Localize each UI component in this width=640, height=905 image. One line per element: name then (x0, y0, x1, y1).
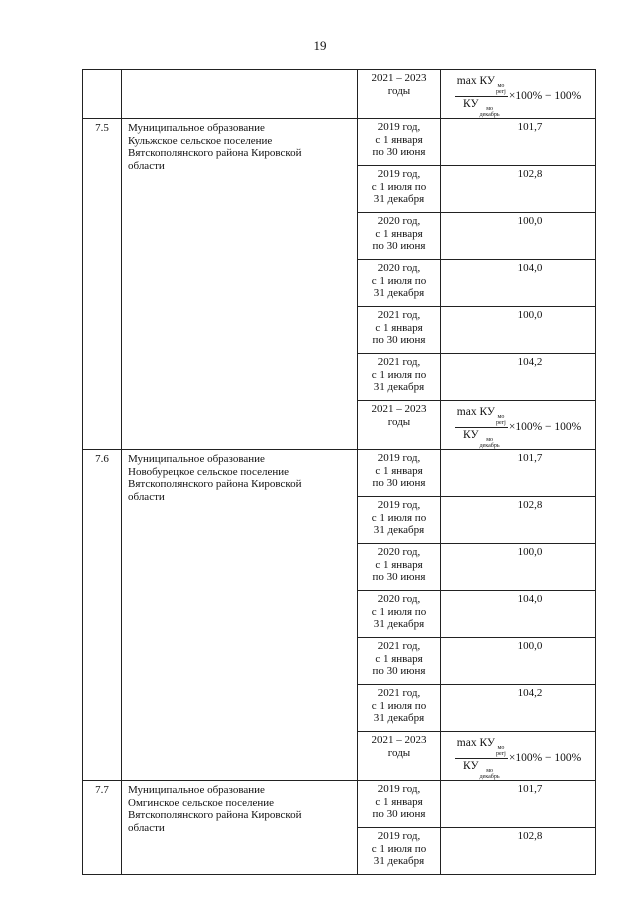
period-cell (358, 828, 441, 875)
index-value: 102,8 (517, 830, 543, 842)
period-line: с 1 июля по (371, 842, 427, 855)
period-line: 2019 год, (377, 830, 421, 842)
period-line: по 30 июня (372, 571, 426, 583)
index-value: 104,0 (517, 593, 543, 605)
formula-num-indices (496, 745, 506, 757)
period-line: 2020 год, (377, 593, 421, 605)
period-cell (358, 497, 441, 544)
period-line: 2019 год, (377, 452, 421, 464)
period-line: 2021 год, (377, 356, 421, 368)
formula-suffix: ×100% − 100% (508, 421, 582, 434)
value-cell (441, 166, 596, 213)
value-cell (441, 685, 596, 732)
formula-num-sub: регj (496, 420, 506, 426)
period-cell (358, 638, 441, 685)
period-line: по 30 июня (372, 146, 426, 158)
formula-fraction (455, 737, 508, 780)
period-cell (358, 685, 441, 732)
period-cell (358, 450, 441, 497)
period-line: по 30 июня (372, 240, 426, 252)
period-line: с 1 июля по (371, 274, 427, 287)
value-cell (441, 213, 596, 260)
municipality-name-line: Вятскополянского района Кировской (128, 809, 302, 821)
formula-num-indices (496, 414, 506, 426)
value-cell-formula (441, 401, 596, 450)
formula-denominator (461, 759, 502, 780)
municipality-name (122, 119, 358, 450)
page-number: 19 (313, 38, 327, 53)
period-line: годы (387, 84, 411, 97)
formula-numerator (455, 406, 508, 428)
municipality-name-line: Омгинское сельское поселение (128, 796, 275, 809)
period-line: 2019 год, (377, 121, 421, 133)
period-line: 2019 год, (377, 499, 421, 511)
index-value: 101,7 (517, 783, 543, 795)
period-cell (358, 119, 441, 166)
section-number-text: 7.7 (95, 784, 109, 796)
table-row (83, 119, 596, 166)
section-number (83, 781, 122, 875)
formula-den-sub: декабрь (479, 112, 500, 118)
index-value: 100,0 (517, 640, 543, 652)
period-line: 2021 – 2023 (371, 72, 427, 84)
formula-den-sup: мо (486, 768, 493, 774)
value-cell (441, 781, 596, 828)
index-value: 104,2 (517, 687, 543, 699)
formula-den-indices (480, 437, 500, 449)
formula-suffix: ×100% − 100% (508, 752, 582, 765)
period-line: 2021 – 2023 (371, 403, 427, 415)
number-cell (83, 70, 122, 119)
value-cell (441, 307, 596, 354)
value-cell (441, 497, 596, 544)
period-line: с 1 января (375, 652, 423, 665)
formula-denominator (461, 97, 502, 118)
period-line: 31 декабря (373, 618, 425, 630)
formula-num-sup: мо (497, 83, 505, 89)
value-cell (441, 354, 596, 401)
name-cell (122, 70, 358, 119)
formula-den-prefix: КУ (463, 98, 479, 110)
value-cell-formula (441, 70, 596, 119)
section-number-text: 7.6 (95, 453, 109, 465)
municipality-name-line: Муниципальное образование (128, 784, 265, 796)
formula-fraction (455, 75, 508, 118)
formula-num-sup: мо (497, 745, 505, 751)
period-line: с 1 января (375, 464, 423, 477)
formula-num-prefix: max КУ (456, 75, 496, 87)
period-line: с 1 января (375, 227, 423, 240)
period-line: 2020 год, (377, 215, 421, 227)
formula-num-prefix: max КУ (456, 406, 496, 418)
index-value: 102,8 (517, 499, 543, 511)
index-value: 104,2 (517, 356, 543, 368)
formula-num-sub: регj (496, 751, 506, 757)
municipality-name-line: Муниципальное образование (128, 453, 265, 465)
period-line: с 1 января (375, 795, 423, 808)
formula-num-sup: мо (497, 414, 505, 420)
period-line: 31 декабря (373, 855, 425, 867)
index-value: 100,0 (517, 546, 543, 558)
period-line: с 1 июля по (371, 699, 427, 712)
table-row (83, 70, 596, 119)
period-line: 2021 – 2023 (371, 734, 427, 746)
section-number-text: 7.5 (95, 122, 109, 134)
formula-num-prefix: max КУ (456, 737, 496, 749)
index-formula (441, 734, 595, 780)
municipality-name-line: Муниципальное образование (128, 122, 265, 134)
period-line: 2020 год, (377, 262, 421, 274)
period-line: с 1 января (375, 558, 423, 571)
period-line: с 1 января (375, 133, 423, 146)
municipality-name-line: Вятскополянского района Кировской (128, 147, 302, 159)
period-cell (358, 591, 441, 638)
formula-den-sub: декабрь (479, 774, 500, 780)
period-line: 2021 год, (377, 309, 421, 321)
formula-den-sup: мо (486, 437, 493, 443)
period-line: 31 декабря (373, 287, 425, 299)
period-cell (358, 732, 441, 781)
period-cell (358, 307, 441, 354)
period-line: годы (387, 415, 411, 428)
period-cell (358, 260, 441, 307)
value-cell (441, 260, 596, 307)
municipality-name (122, 450, 358, 781)
index-formula (441, 72, 595, 118)
index-value: 102,8 (517, 168, 543, 180)
period-cell (358, 213, 441, 260)
formula-num-indices (496, 83, 506, 95)
period-line: с 1 июля по (371, 605, 427, 618)
formula-denominator (461, 428, 502, 449)
index-value: 104,0 (517, 262, 543, 274)
municipality-name-line: Кульжское сельское поселение (128, 134, 273, 147)
municipality-name (122, 781, 358, 875)
period-line: 2021 год, (377, 687, 421, 699)
period-cell (358, 544, 441, 591)
period-cell (358, 354, 441, 401)
formula-den-indices (480, 768, 500, 780)
value-cell (441, 591, 596, 638)
period-line: 2019 год, (377, 168, 421, 180)
period-line: с 1 июля по (371, 180, 427, 193)
period-cell (358, 166, 441, 213)
value-cell (441, 544, 596, 591)
index-formula (441, 403, 595, 449)
period-cell (358, 781, 441, 828)
index-value: 100,0 (517, 309, 543, 321)
municipality-name-line: области (128, 490, 165, 503)
table-row (83, 781, 596, 828)
period-line: 31 декабря (373, 712, 425, 724)
tariff-table (82, 69, 596, 875)
index-value: 100,0 (517, 215, 543, 227)
formula-den-indices (480, 106, 500, 118)
value-cell (441, 450, 596, 497)
period-line: по 30 июня (372, 477, 426, 489)
period-line: 2020 год, (377, 546, 421, 558)
formula-numerator (455, 737, 508, 759)
period-cell (358, 401, 441, 450)
period-line: с 1 июля по (371, 368, 427, 381)
formula-fraction (455, 406, 508, 449)
formula-suffix: ×100% − 100% (508, 90, 582, 103)
section-number (83, 450, 122, 781)
period-line: с 1 июля по (371, 511, 427, 524)
period-cell (358, 70, 441, 119)
period-line: 31 декабря (373, 524, 425, 536)
formula-num-sub: регj (496, 89, 506, 95)
period-line: годы (387, 746, 411, 759)
index-value: 101,7 (517, 121, 543, 133)
formula-numerator (455, 75, 508, 97)
period-line: по 30 июня (372, 808, 426, 820)
value-cell (441, 638, 596, 685)
formula-den-sup: мо (486, 106, 493, 112)
municipality-name-line: области (128, 159, 165, 172)
period-line: 2019 год, (377, 783, 421, 795)
table-row (83, 450, 596, 497)
municipality-name-line: Вятскополянского района Кировской (128, 478, 302, 490)
municipality-name-line: области (128, 821, 165, 834)
municipality-name-line: Новобурецкое сельское поселение (128, 465, 289, 478)
value-cell (441, 828, 596, 875)
section-number (83, 119, 122, 450)
index-value: 101,7 (517, 452, 543, 464)
value-cell (441, 119, 596, 166)
period-line: 2021 год, (377, 640, 421, 652)
period-line: 31 декабря (373, 193, 425, 205)
period-line: по 30 июня (372, 665, 426, 677)
value-cell-formula (441, 732, 596, 781)
period-line: по 30 июня (372, 334, 426, 346)
period-line: 31 декабря (373, 381, 425, 393)
formula-den-prefix: КУ (463, 429, 479, 441)
period-line: с 1 января (375, 321, 423, 334)
formula-den-prefix: КУ (463, 760, 479, 772)
formula-den-sub: декабрь (479, 443, 500, 449)
